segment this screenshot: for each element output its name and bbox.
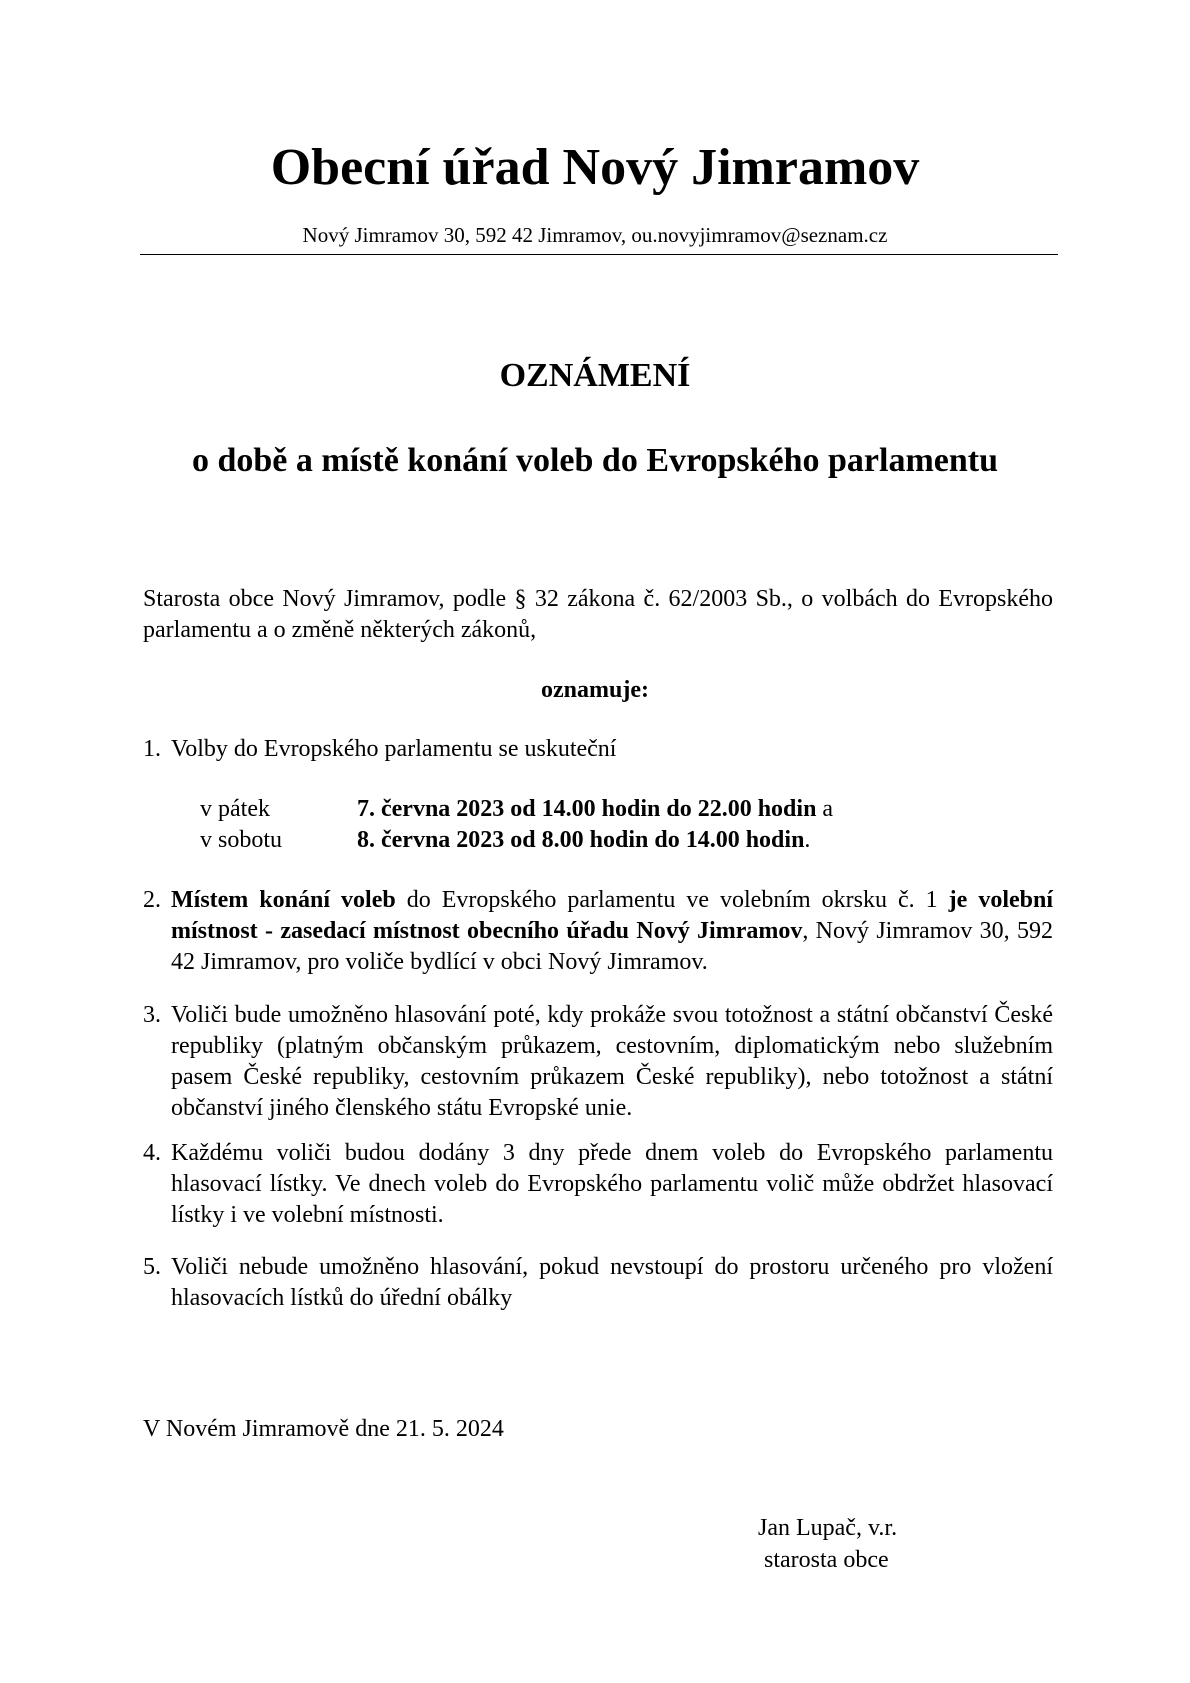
schedule-row-saturday	[200, 825, 1000, 856]
organization-name: Obecní úřad Nový Jimramov	[270, 139, 920, 196]
schedule-day: v pátek	[200, 796, 270, 822]
schedule-time: 7. června 2023 od 14.00 hodin do 22.00 hodin	[357, 796, 817, 822]
item-number: 3.	[143, 1002, 161, 1028]
item-plain-text: , Nový Jimramov 30, 592 42 Jimramov, pro voliče bydlící v obci Nový Jimramov.	[171, 918, 1053, 975]
schedule-time-wrap	[357, 825, 810, 856]
item-number: 5.	[143, 1254, 161, 1280]
signatory-role: starosta obce	[764, 1547, 889, 1573]
list-item-2	[143, 885, 1053, 978]
list-item-1	[143, 734, 1053, 765]
item-number: 4.	[143, 1140, 161, 1166]
item-text: Voliči bude umožněno hlasování poté, kdy prokáže svou totožnost a státní občanství České republiky (platným občanským průkazem, cestovním, diplomatickým nebo služebním pasem České republiky, cestovním průkazem České republiky), nebo totožnost a státní občanství jiného členského státu Evropské unie.	[171, 1002, 1053, 1121]
signatory-name: Jan Lupač, v.r.	[758, 1515, 898, 1541]
organization-address: Nový Jimramov 30, 592 42 Jimramov, ou.novyjimramov@seznam.cz	[302, 223, 888, 247]
schedule-day: v sobotu	[200, 827, 283, 853]
schedule-time-wrap	[357, 794, 833, 825]
document-title: OZNÁMENÍ	[499, 357, 691, 394]
item-text: Každému voliči budou dodány 3 dny přede dnem voleb do Evropského parlamentu hlasovací lístky. Ve dnech voleb do Evropského parlamentu volič může obdržet hlasovací lístky i ve volební místnosti.	[171, 1140, 1053, 1228]
item-number: 2.	[143, 887, 161, 913]
item-plain-text: do Evropského parlamentu ve volebním okrsku č. 1	[395, 887, 949, 913]
item-text: Volby do Evropského parlamentu se uskuteční	[171, 736, 617, 762]
item-number: 1.	[143, 736, 161, 762]
signature-block	[758, 1512, 958, 1576]
header-divider	[140, 254, 1058, 255]
list-item-5	[143, 1252, 1053, 1314]
list-item-4	[143, 1138, 1053, 1231]
item-text	[171, 885, 1053, 978]
document-subtitle: o době a místě konání voleb do Evropského parlamentu	[191, 442, 999, 479]
schedule-row-friday	[200, 794, 1000, 825]
item-text: Voliči nebude umožněno hlasování, pokud nevstoupí do prostoru určeného pro vložení hlasovacích lístků do úřední obálky	[171, 1254, 1053, 1311]
intro-paragraph: Starosta obce Nový Jimramov, podle § 32 zákona č. 62/2003 Sb., o volbách do Evropského parlamentu a o změně některých zákonů,	[143, 586, 1053, 643]
item-bold-text: Místem konání voleb	[171, 887, 396, 913]
item-bold-text: je volební místnost - zasedací místnost obecního úřadu Nový Jimramov	[171, 887, 1054, 944]
election-schedule	[200, 794, 1000, 856]
schedule-suffix: .	[804, 827, 811, 853]
place-and-date: V Novém Jimramově dne 21. 5. 2024	[143, 1416, 504, 1442]
schedule-time: 8. června 2023 od 8.00 hodin do 14.00 hodin	[357, 827, 805, 853]
schedule-suffix: a	[816, 796, 834, 822]
list-item-3	[143, 1000, 1053, 1124]
announces-heading: oznamuje:	[541, 677, 649, 703]
